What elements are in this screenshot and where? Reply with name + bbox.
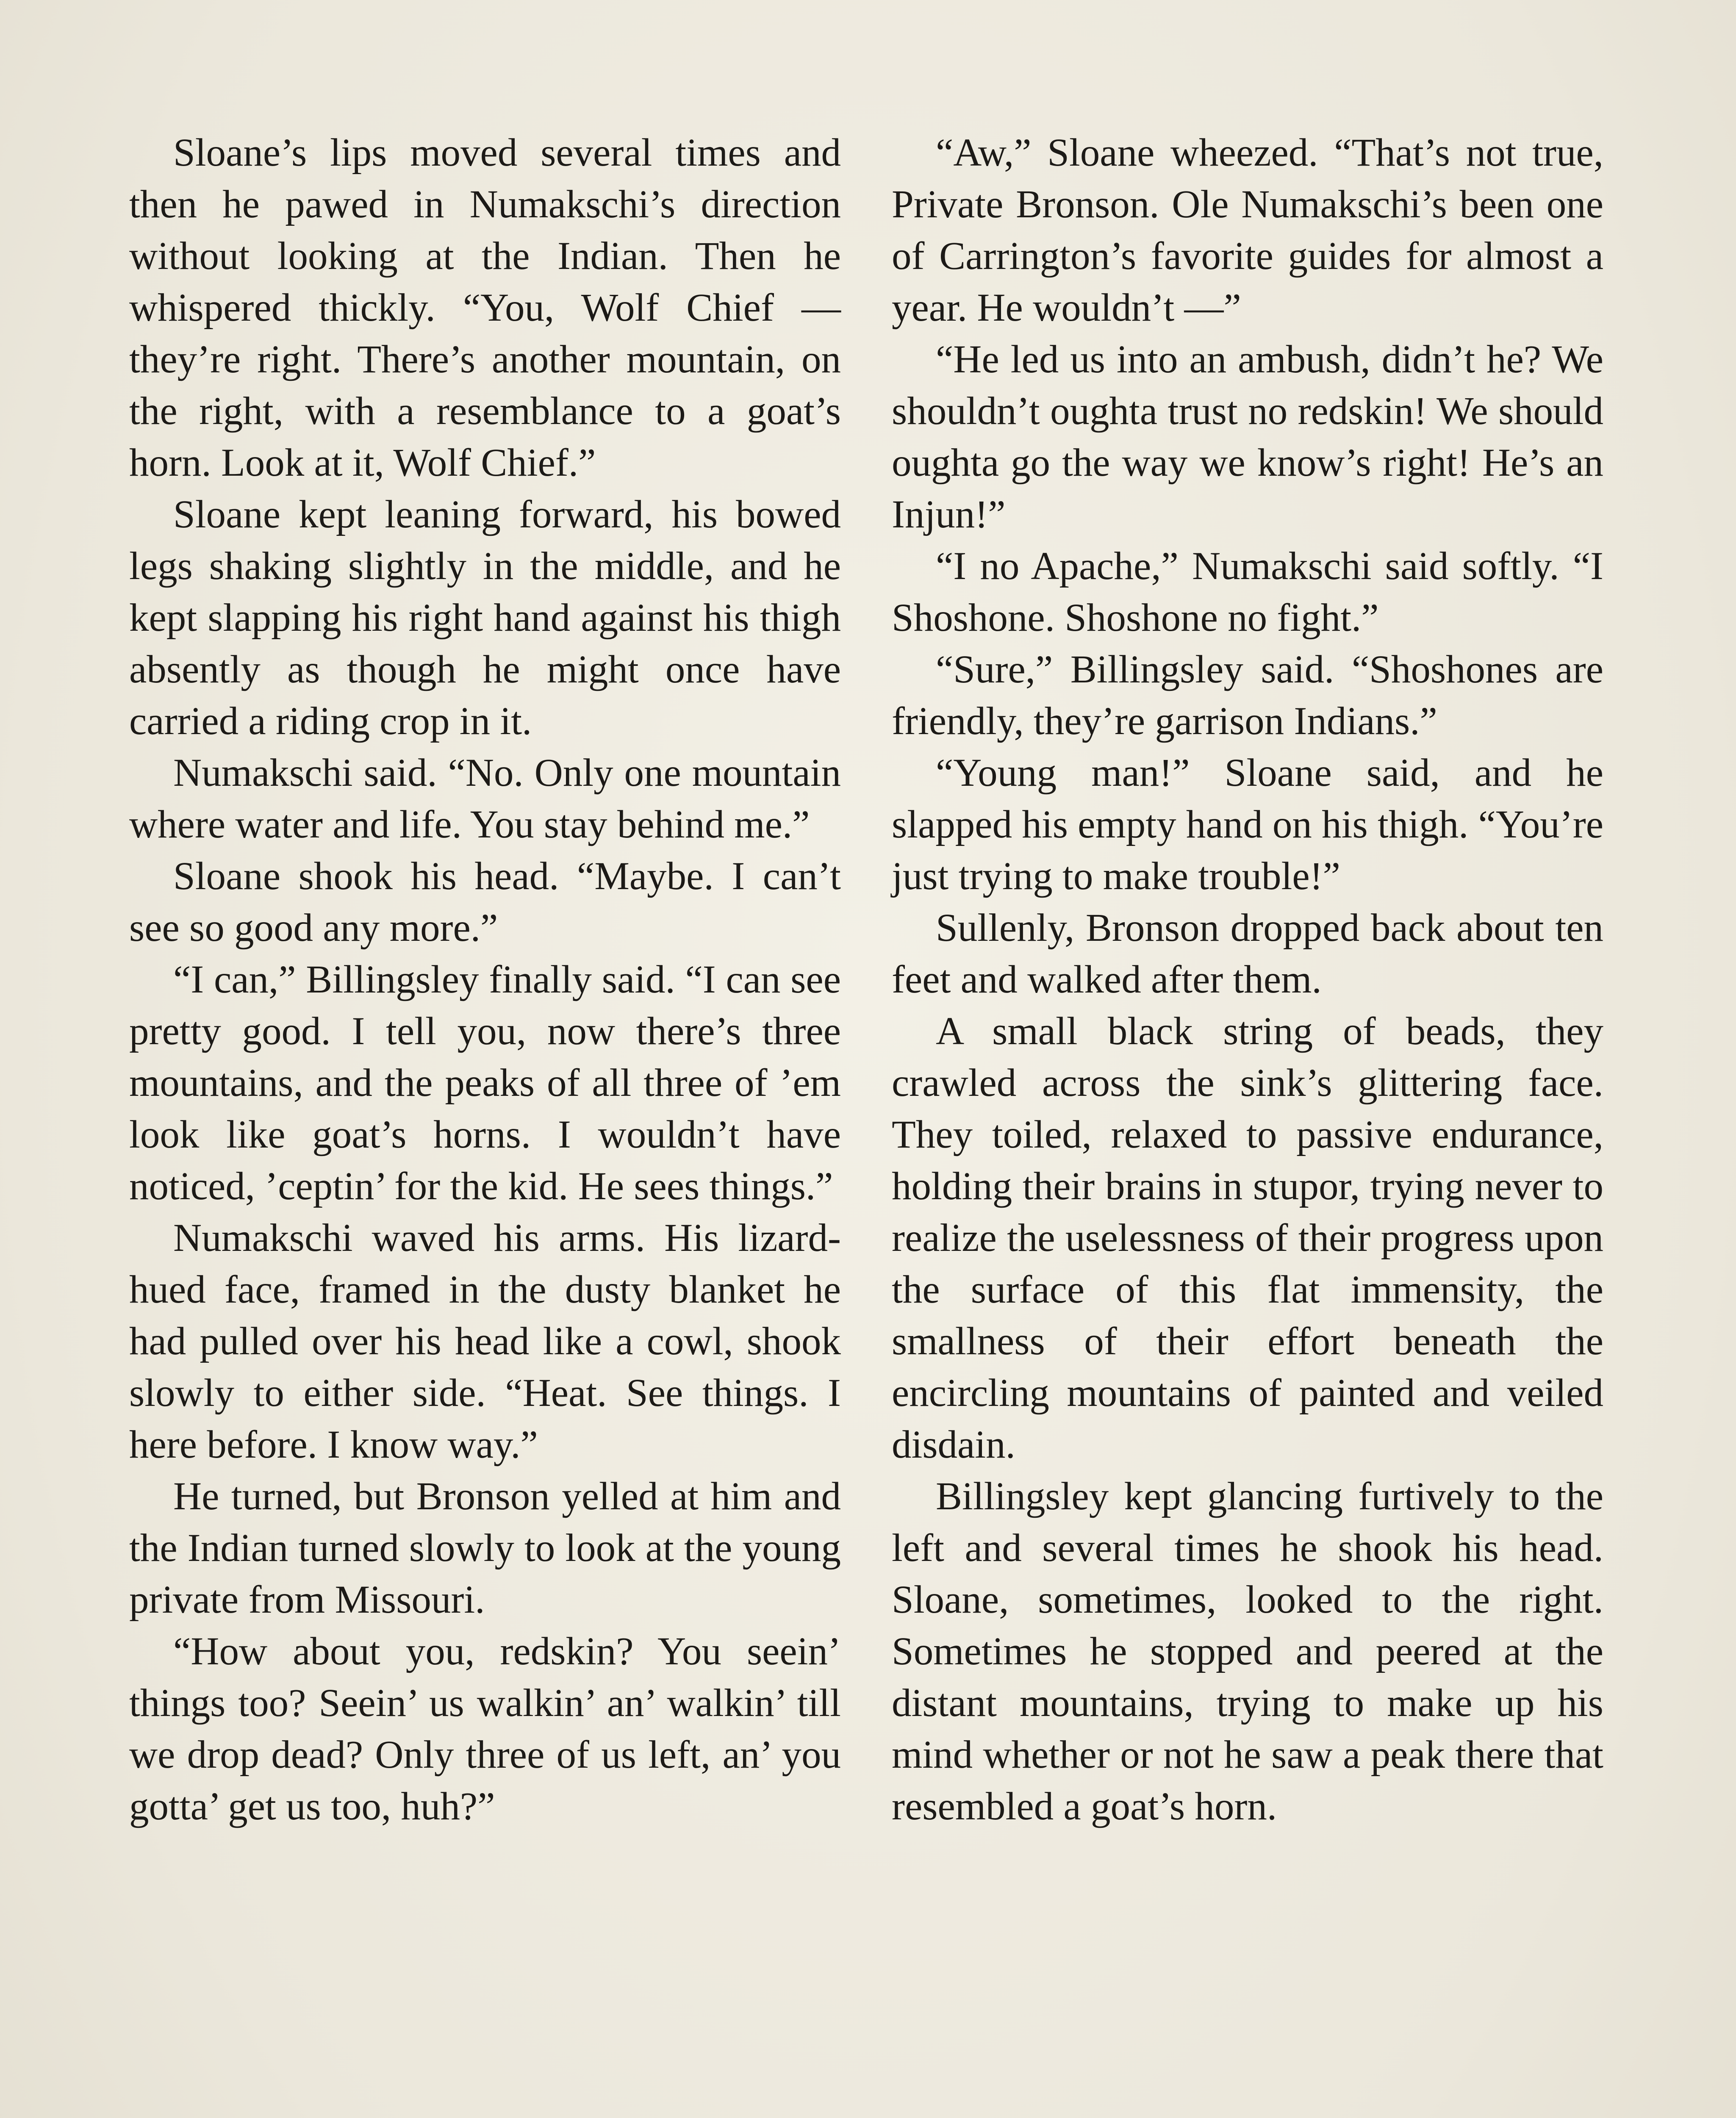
paragraph: He turned, but Bronson yelled at him and the Indian turned slowly to look at the young private from Missouri. <box>129 1475 841 1622</box>
paragraph: Billingsley kept glancing furtively to the left and several times he shook his head. Sloane, sometimes, looked to the right. Sometimes he stopped and peered at the distant mountains, trying to make up his mind whether or not he saw a peak there that resembled a goat’s horn. <box>892 1475 1603 1828</box>
paragraph: “Aw,” Sloane wheezed. “That’s not true, Private Bronson. Ole Numakschi’s been one of Carrington’s favorite guides for almost a year. He wouldn’t —” <box>892 131 1603 330</box>
paragraph: Numakschi waved his arms. His lizard-hued face, framed in the dusty blanket he had pulled over his head like a cowl, shook slowly to either side. “Heat. See things. I here before. I know way.” <box>129 1216 841 1467</box>
right-text-column <box>892 127 1603 1832</box>
left-text-column <box>129 127 841 1832</box>
paragraph: Numakschi said. “No. Only one mountain where water and life. You stay behind me.” <box>129 751 841 846</box>
paragraph: Sloane’s lips moved several times and then he pawed in Numakschi’s direction without looking at the Indian. Then he whispered thickly. “You, Wolf Chief — they’re right. There’s another mountain, on the right, with a resemblance to a goat’s horn. Look at it, Wolf Chief.” <box>129 131 841 485</box>
paragraph: Sloane shook his head. “Maybe. I can’t see so good any more.” <box>129 854 841 950</box>
paragraph: “Sure,” Billingsley said. “Shoshones are friendly, they’re garrison Indians.” <box>892 648 1603 743</box>
paragraph: “Young man!” Sloane said, and he slapped his empty hand on his thigh. “You’re just trying to make trouble!” <box>892 751 1603 898</box>
paragraph: “He led us into an ambush, didn’t he? We shouldn’t oughta trust no redskin! We should oughta go the way we know’s right! He’s an Injun!” <box>892 338 1603 536</box>
paragraph: Sloane kept leaning forward, his bowed legs shaking slightly in the middle, and he kept slapping his right hand against his thigh absently as though he might once have carried a riding crop in it. <box>129 493 841 743</box>
paragraph: “I no Apache,” Numakschi said softly. “I Shoshone. Shoshone no fight.” <box>892 544 1603 640</box>
paragraph: Sullenly, Bronson dropped back about ten feet and walked after them. <box>892 906 1603 1001</box>
paragraph: A small black string of beads, they crawled across the sink’s glittering face. They toiled, relaxed to passive endurance, holding their brains in stupor, trying never to realize the uselessness of their progress upon the surface of this flat immensity, the smallness of their effort beneath the encircling mountains of painted and veiled disdain. <box>892 1009 1603 1467</box>
paragraph: “How about you, redskin? You seein’ things too? Seein’ us walkin’ an’ walkin’ till we drop dead? Only three of us left, an’ you gotta’ get us too, huh?” <box>129 1630 841 1828</box>
paragraph: “I can,” Billingsley finally said. “I can see pretty good. I tell you, now there’s three mountains, and the peaks of all three of ’em look like goat’s horns. I wouldn’t have noticed, ’ceptin’ for the kid. He sees things.” <box>129 958 841 1208</box>
